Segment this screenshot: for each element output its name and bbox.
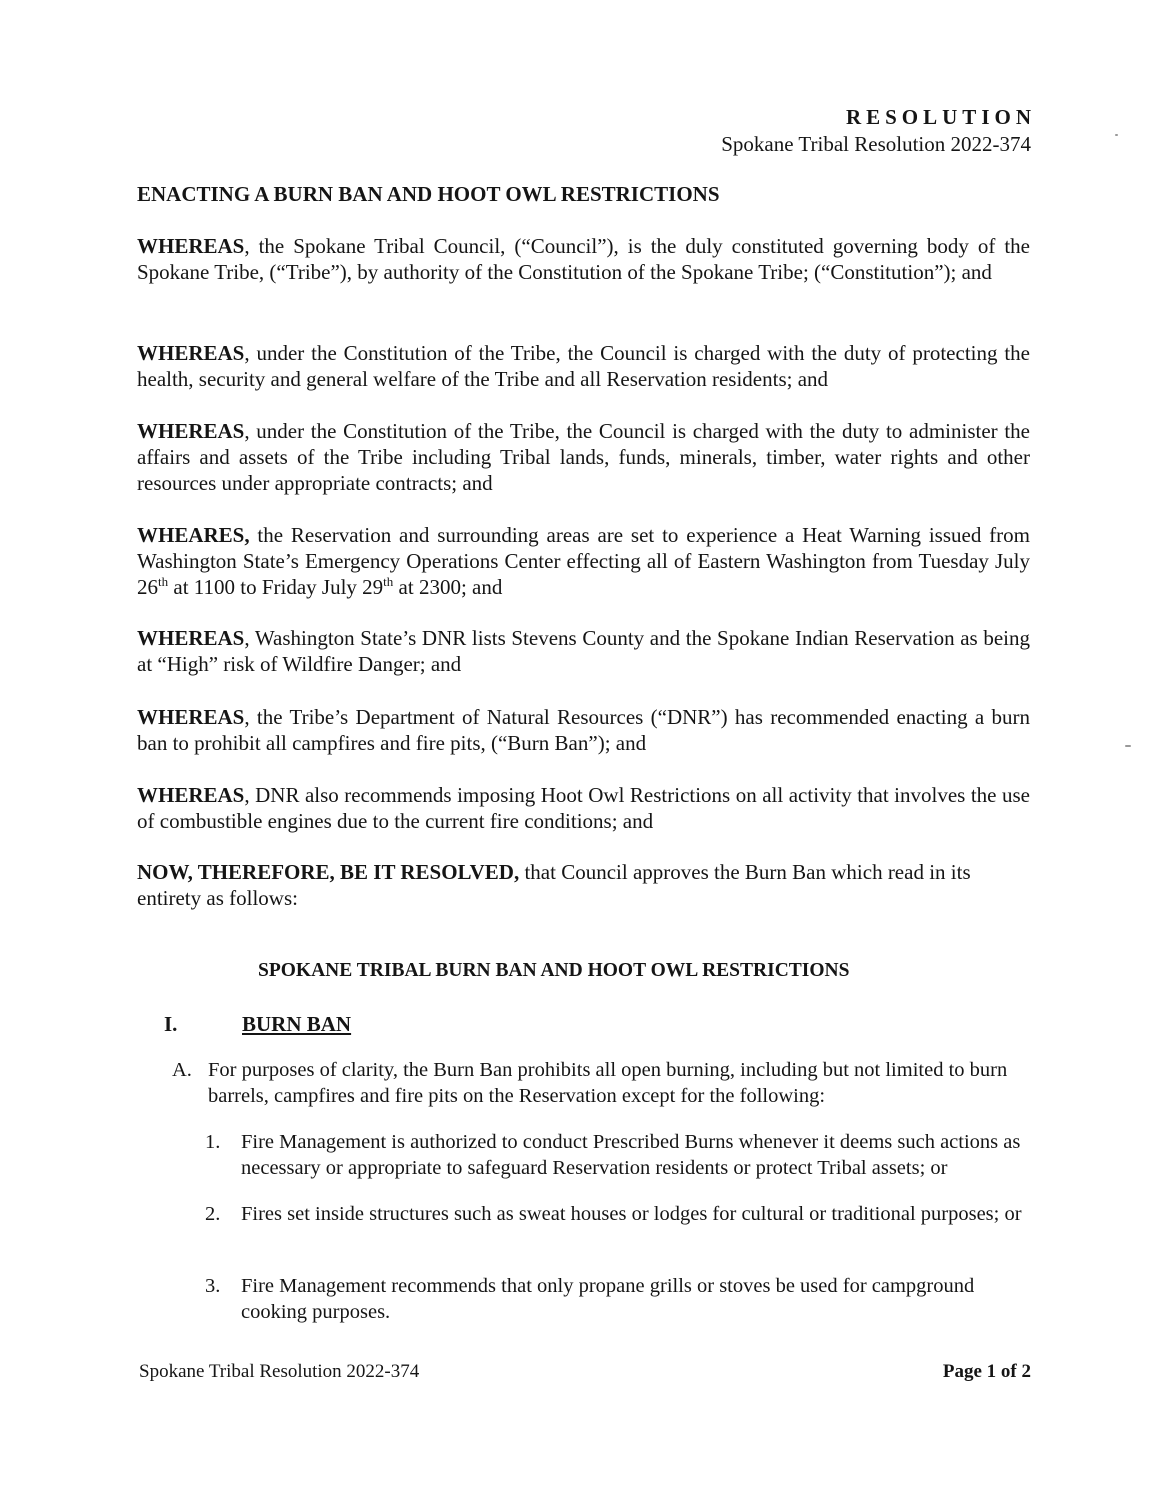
list-item <box>205 1273 1045 1325</box>
resolution-label: RESOLUTION <box>845 105 1036 129</box>
list-item-number: 3. <box>205 1275 221 1297</box>
whereas-lead: WHEREAS <box>137 626 245 650</box>
scan-speck <box>1125 745 1131 747</box>
ordinal-suffix: th <box>158 574 169 589</box>
whereas-text: , under the Constitution of the Tribe, the Council is charged with the duty of protecting the health, security and general welfare of the Tribe and all Reservation residents; and <box>137 341 1030 391</box>
whereas-text: , under the Constitution of the Tribe, the Council is charged with the duty to administer the affairs and assets of the Tribe including Tribal lands, funds, minerals, timber, water rights and other resources under appropriate contracts; and <box>137 419 1030 495</box>
clause-label: A. <box>172 1059 192 1081</box>
whereas-lead: WHEARES, <box>137 523 250 547</box>
article-number: I. <box>164 1012 178 1036</box>
whereas-lead: WHEREAS <box>137 341 245 365</box>
whereas-paragraph-6 <box>137 704 1030 756</box>
list-item-text: Fire Management is authorized to conduct Prescribed Burns whenever it deems such actions as necessary or appropriate to safeguard Reservation residents or protect Tribal assets; or <box>241 1131 1021 1179</box>
whereas-text: the Reservation and surrounding areas are set to experience a Heat Warning issued from Washington State’s Emergency Operations Center effecting all of Eastern Washington from Tuesday July 26 <box>137 523 1030 599</box>
article-heading <box>164 1012 351 1037</box>
whereas-paragraph-5 <box>137 625 1030 677</box>
resolution-header <box>721 103 1036 157</box>
resolved-lead: NOW, THEREFORE, BE IT RESOLVED, <box>137 860 520 884</box>
list-item-text: Fires set inside structures such as sweat houses or lodges for cultural or traditional purposes; or <box>241 1203 1022 1225</box>
list-item-number: 2. <box>205 1203 221 1225</box>
whereas-text: , the Spokane Tribal Council, (“Council”), is the duly constituted governing body of the Spokane Tribe, (“Tribe”), by authority of the Constitution of the Spokane Tribe; (“Constitution”); and <box>137 234 1030 284</box>
whereas-paragraph-7 <box>137 782 1030 834</box>
whereas-paragraph-4 <box>137 522 1030 600</box>
resolution-number: Spokane Tribal Resolution 2022-374 <box>721 132 1031 156</box>
list-item-text: Fire Management recommends that only propane grills or stoves be used for campground cooking purposes. <box>241 1275 975 1323</box>
whereas-paragraph-3 <box>137 418 1030 496</box>
page-prefix: Page <box>942 1361 987 1382</box>
whereas-text: at 1100 to Friday July 29 <box>168 575 384 599</box>
resolved-text: that Council approves the Burn Ban which read in its entirety as follows: <box>137 860 971 910</box>
page-total: 2 <box>1021 1361 1031 1382</box>
whereas-text: at 2300; and <box>393 575 503 599</box>
clause-a <box>172 1057 1042 1109</box>
resolved-paragraph <box>137 859 1032 911</box>
document-title: ENACTING A BURN BAN AND HOOT OWL RESTRICTIONS <box>137 182 720 206</box>
whereas-text: , DNR also recommends imposing Hoot Owl Restrictions on all activity that involves the use of combustible engines due to the current fire conditions; and <box>137 783 1030 833</box>
whereas-lead: WHEREAS <box>137 419 245 443</box>
list-item <box>205 1129 1045 1181</box>
footer-page-number <box>943 1361 1031 1383</box>
article-title: BURN BAN <box>242 1012 352 1036</box>
whereas-text: , Washington State’s DNR lists Stevens County and the Spokane Indian Reservation as being at “High” risk of Wildfire Danger; and <box>137 626 1030 676</box>
footer-resolution-number: Spokane Tribal Resolution 2022-374 <box>139 1361 420 1382</box>
whereas-lead: WHEREAS <box>137 234 245 258</box>
section-heading: SPOKANE TRIBAL BURN BAN AND HOOT OWL RESTRICTIONS <box>258 960 850 981</box>
whereas-paragraph-2 <box>137 340 1030 392</box>
ordinal-suffix: th <box>383 574 394 589</box>
clause-text: For purposes of clarity, the Burn Ban prohibits all open burning, including but not limited to burn barrels, campfires and fire pits on the Reservation except for the following: <box>208 1059 1008 1107</box>
whereas-lead: WHEREAS <box>137 783 245 807</box>
list-item-number: 1. <box>205 1131 221 1153</box>
whereas-paragraph-1 <box>137 233 1030 285</box>
page-current: 1 <box>986 1361 997 1382</box>
scan-speck <box>1115 134 1118 136</box>
whereas-text: , the Tribe’s Department of Natural Resources (“DNR”) has recommended enacting a burn ban to prohibit all campfires and fire pits, (“Burn Ban”); and <box>137 705 1030 755</box>
page-mid: of <box>996 1361 1022 1382</box>
whereas-lead: WHEREAS <box>137 705 245 729</box>
list-item <box>205 1201 1045 1227</box>
